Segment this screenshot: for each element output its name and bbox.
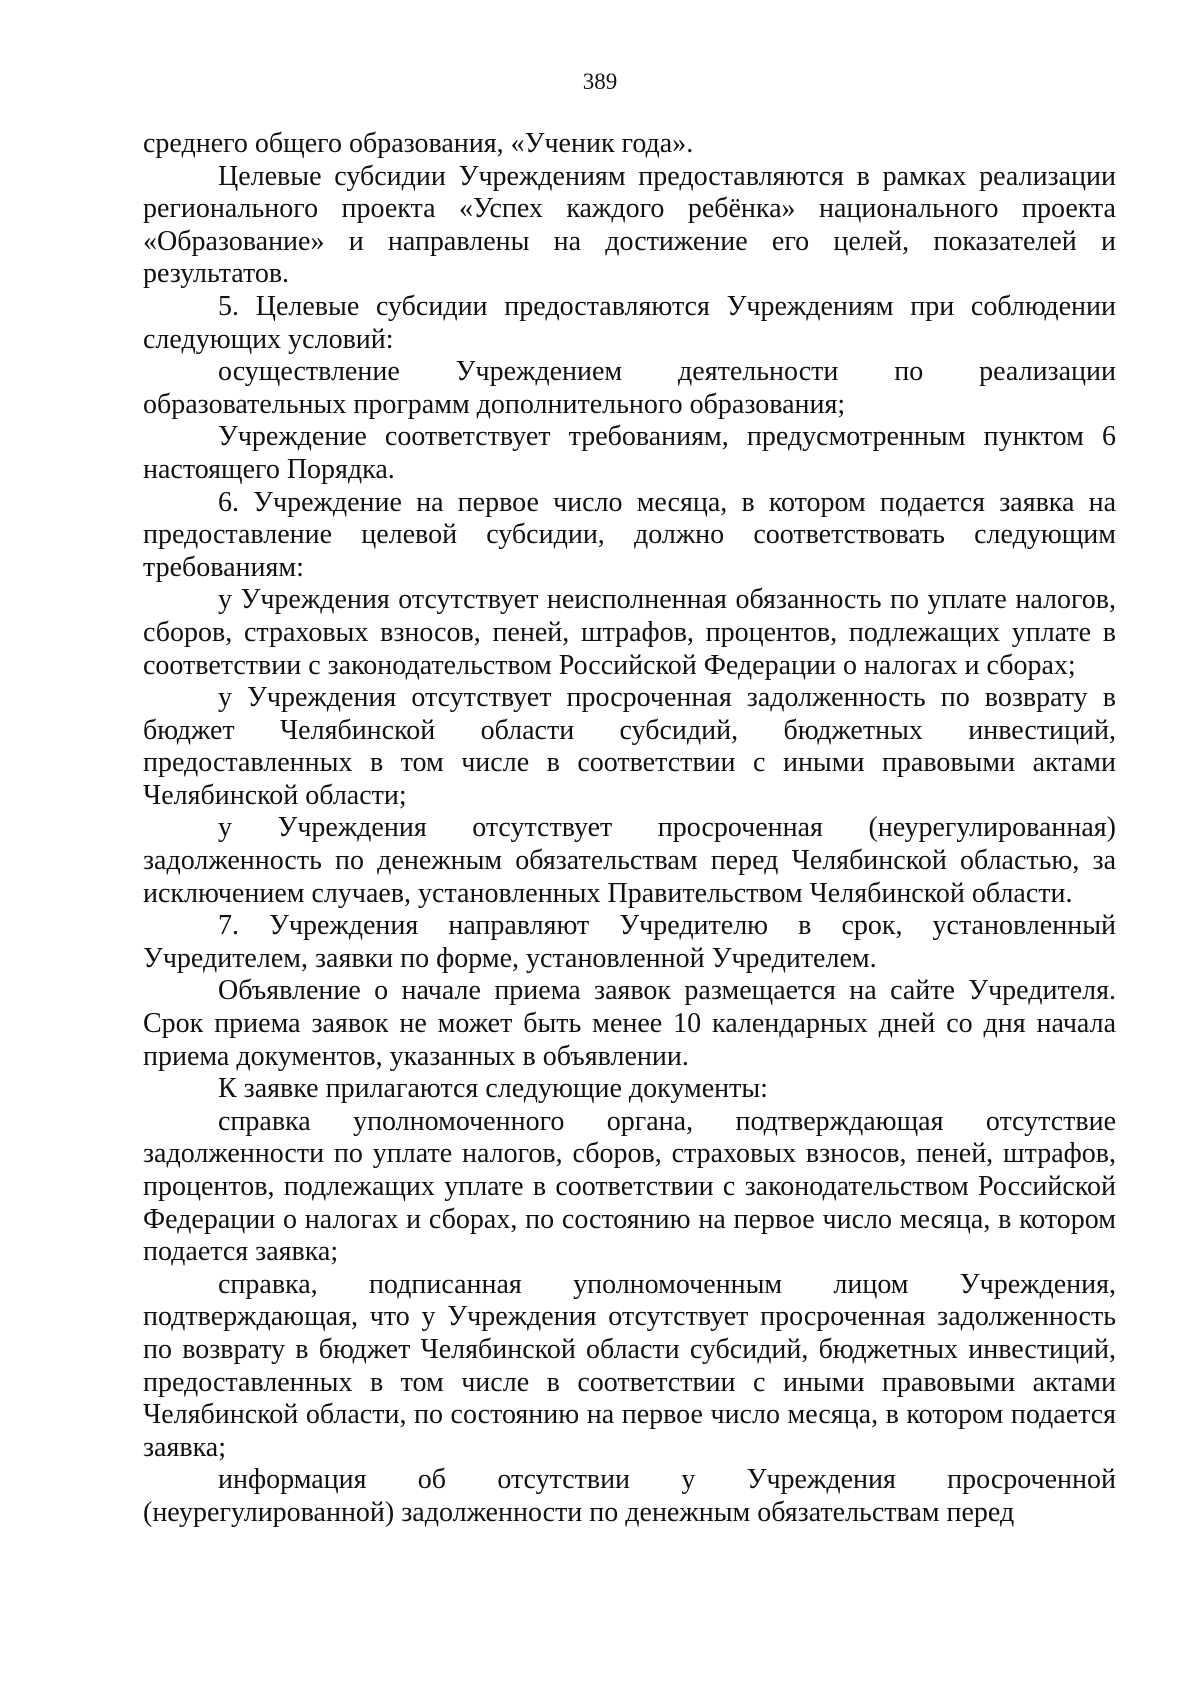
paragraph-6: 6. Учреждение на первое число месяца, в котором подается заявка на предоставление целевой субсидии, должно соответствовать следующим требованиям: (143, 486, 1116, 583)
paragraph-9: у Учреждения отсутствует просроченная (неурегулированная) задолженность по денежным обязательствам перед Челябинской областью, за исключением случаев, установленных Правительством Челябинской области. (143, 812, 1116, 909)
paragraph-8: у Учреждения отсутствует просроченная задолженность по возврату в бюджет Челябинской области субсидий, бюджетных инвестиций, предоставленных в том числе в соответствии с иными правовыми актами Челябинской области; (143, 682, 1116, 811)
document-body (143, 128, 1116, 1530)
paragraph-11: Объявление о начале приема заявок размещается на сайте Учредителя. Срок приема заявок не может быть менее 10 календарных дней со дня начала приема документов, указанных в объявлении. (143, 975, 1116, 1072)
paragraph-5: Учреждение соответствует требованиям, предусмотренным пунктом 6 настоящего Порядка. (143, 421, 1116, 485)
paragraph-14: справка, подписанная уполномоченным лицом Учреждения, подтверждающая, что у Учреждения отсутствует просроченная задолженность по возврату в бюджет Челябинской области субсидий, бюджетных инвестиций, предоставленных в том числе в соответствии с иными правовыми актами Челябинской области, по состоянию на первое число месяца, в котором подается заявка; (143, 1268, 1116, 1463)
page-number: 389 (582, 69, 618, 94)
paragraph-4: осуществление Учреждением деятельности по реализации образовательных программ дополнительного образования; (143, 356, 1116, 420)
paragraph-3: 5. Целевые субсидии предоставляются Учреждениям при соблюдении следующих условий: (143, 290, 1116, 355)
paragraph-7: у Учреждения отсутствует неисполненная обязанность по уплате налогов, сборов, страховых взносов, пеней, штрафов, процентов, подлежащих уплате в соответствии с законодательством Российской Федерации о налогах и сборах; (143, 584, 1116, 681)
paragraph-1: среднего общего образования, «Ученик года». (143, 128, 694, 159)
paragraph-2: Целевые субсидии Учреждениям предоставляются в рамках реализации регионального проекта «Успех каждого ребёнка» национального проекта «Образование» и направлены на достижение его целей, показателей и результатов. (143, 160, 1116, 290)
paragraph-13: справка уполномоченного органа, подтверждающая отсутствие задолженности по уплате налогов, сборов, страховых взносов, пеней, штрафов, процентов, подлежащих уплате в соответствии с законодательством Российской Федерации о налогах и сборах, по состоянию на первое число месяца, в котором подается заявка; (143, 1105, 1116, 1268)
paragraph-10: 7. Учреждения направляют Учредителю в срок, установленный Учредителем, заявки по форме, установленной Учредителем. (143, 910, 1116, 974)
paragraph-12: К заявке прилагаются следующие документы: (218, 1073, 768, 1105)
paragraph-15: информация об отсутствии у Учреждения просроченной (неурегулированной) задолженности по денежным обязательствам перед (143, 1464, 1116, 1528)
